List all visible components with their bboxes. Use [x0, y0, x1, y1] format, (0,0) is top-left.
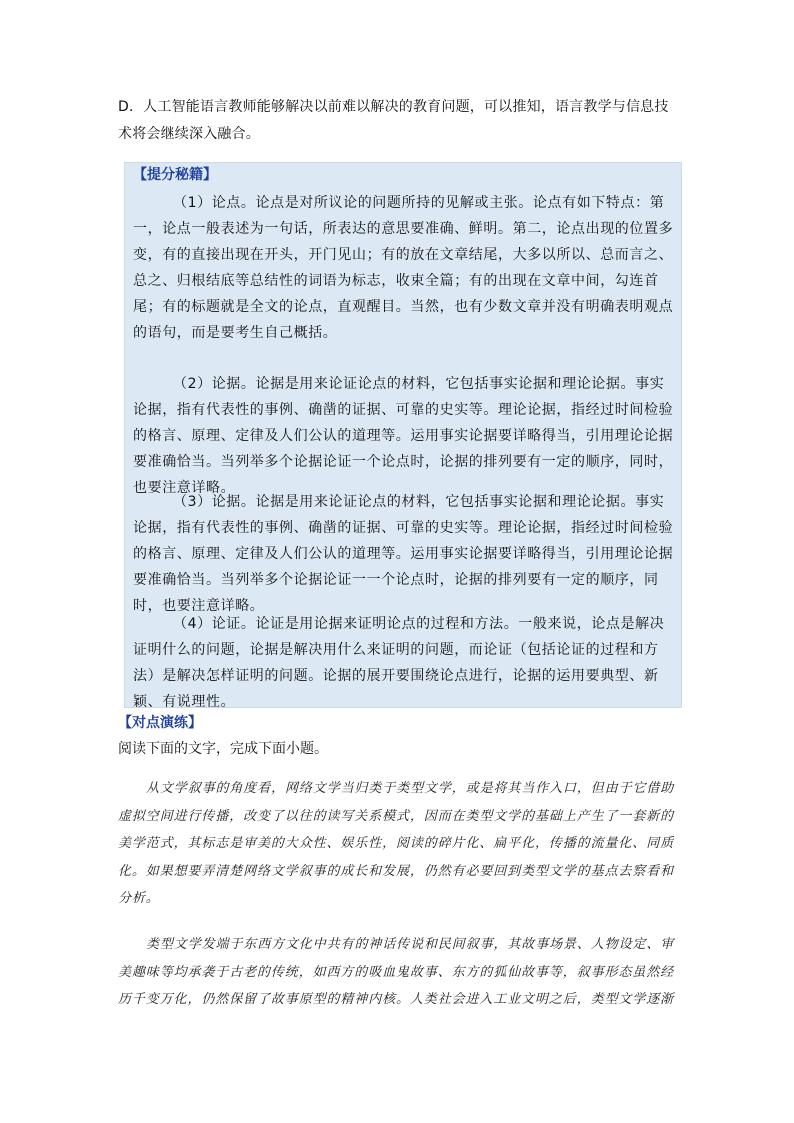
tips-paragraph-4: （4）论证。论证是用论据来证明论点的过程和方法。一般来说，论点是解决证明什么的问题，论据是解决用什么来证明的问题，而论证（包括论证的过程和方法）是解决怎样证明的问题。论据的展开要围绕论点进行，论据的运用要典型、新颖、有说理性。	[133, 616, 665, 710]
drill-title: 【对点演练】	[118, 715, 202, 731]
drill-intro: 阅读下面的文字，完成下面小题。	[118, 741, 328, 757]
tips-paragraph-2: （2）论据。论据是用来论证论点的材料，它包括事实论据和理论论据。事实论据，指有代表性的事例、确凿的证据、可靠的史实等。理论论据，指经过时间检验的格言、原理、定律及人们公认的道理等。运用事实论据要详略得当，引用理论论据要准确恰当。当列举多个论据论证一个论点时，论据的排列要有一定的顺序，同时，也要注意详略。	[133, 376, 674, 496]
tips-box	[124, 162, 682, 708]
option-d-text: D．人工智能语言教师能够解决以前难以解决的教育问题，可以推知，语言教学与信息技术将会继续深入融合。	[118, 99, 669, 142]
passage-paragraph-2: 类型文学发端于东西方文化中共有的神话传说和民间叙事，其故事场景、人物设定、审美趣味等均承袭于古老的传统，如西方的吸血鬼故事、东方的狐仙故事等，叙事形态虽然经历千变万化，仍然保留了故事原型的精神内核。人类社会进入工业文明之后，类型文学逐渐	[118, 937, 675, 1007]
tips-paragraph-1: （1）论点。论点是对所议论的问题所持的见解或主张。论点有如下特点：第一，论点一般表述为一句话，所表达的意思要准确、鲜明。第二，论点出现的位置多变，有的直接出现在开头，开门见山；有的放在文章结尾，大多以所以、总而言之、总之、归根结底等总结性的词语为标志，收束全篇；有的出现在文章中间，勾连首尾；有的标题就是全文的论点，直观醒目。当然，也有少数文章并没有明确表明观点的语句，而是要考生自己概括。	[133, 195, 674, 341]
passage-paragraph-1: 从文学叙事的角度看，网络文学当归类于类型文学，或是将其当作入口，但由于它借助虚拟空间进行传播，改变了以往的读写关系模式，因而在类型文学的基础上产生了一套新的美学范式，其标志是审美的大众性、娱乐性，阅读的碎片化、扁平化，传播的流量化、同质化。如果想要弄清楚网络文学叙事的成长和发展，仍然有必要回到类型文学的基点去察看和分析。	[118, 781, 675, 906]
tips-title: 【提分秘籍】	[133, 167, 217, 183]
tips-paragraph-3: （3）论据。论据是用来论证论点的材料，它包括事实论据和理论论据。事实论据，指有代表性的事例、确凿的证据、可靠的史实等。理论论据，指经过时间检验的格言、原理、定律及人们公认的道理等。运用事实论据要详略得当，引用理论论据要准确恰当。当列举多个论据论证一一个论点时，论据的排列要有一定的顺序，同时，也要注意详略。	[133, 494, 674, 614]
